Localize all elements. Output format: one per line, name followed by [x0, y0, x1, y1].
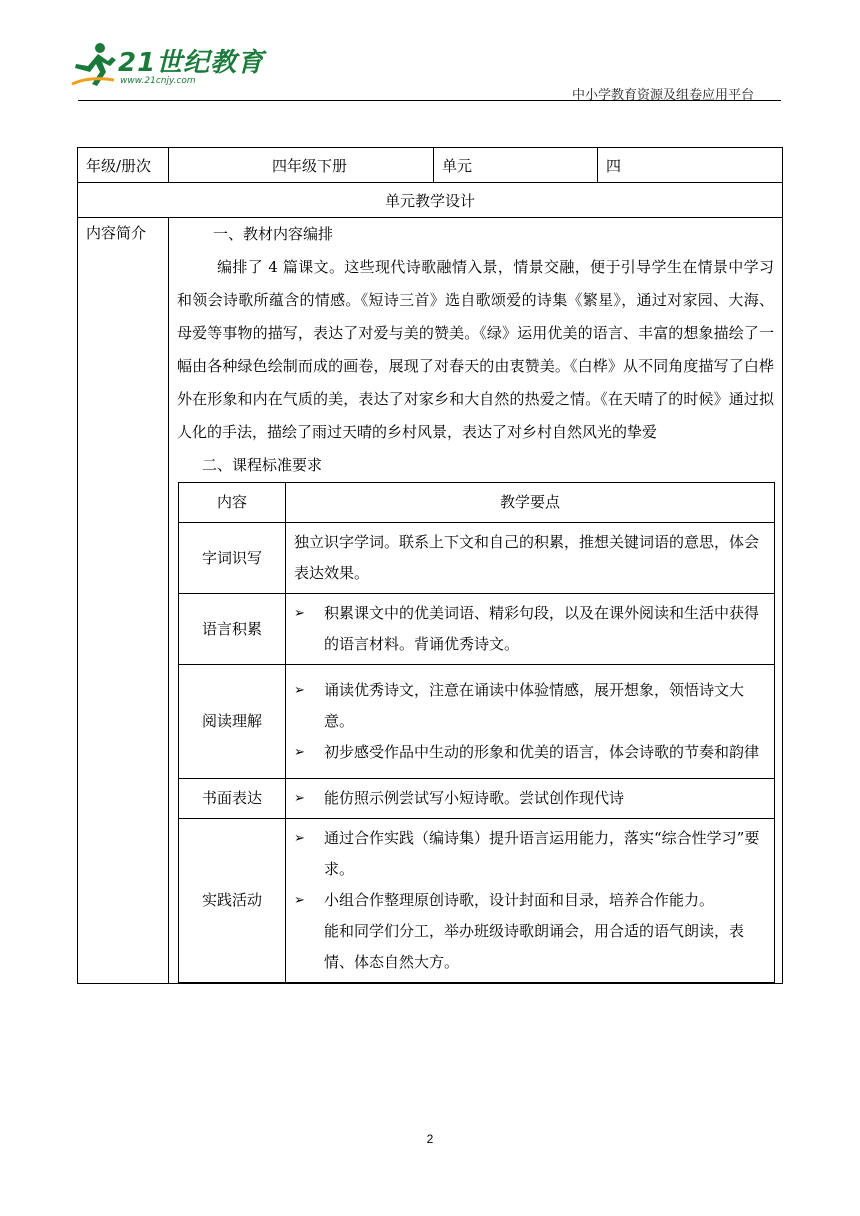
row-label: 字词识写: [179, 523, 286, 594]
runner-logo-icon: [70, 40, 120, 90]
standards-header-row: [179, 483, 775, 523]
unit-label: 单元: [434, 148, 598, 183]
row-points: [286, 819, 775, 983]
intro-content: [169, 218, 783, 984]
bullet-item: ➢ 小组合作整理原创诗歌，设计封面和目录，培养合作能力。: [294, 885, 766, 916]
col-points-header: 教学要点: [286, 483, 775, 523]
arrow-bullet-icon: ➢: [294, 831, 305, 846]
bullet-item: ➢ 初步感受作品中生动的形象和优美的语言，体会诗歌的节奏和韵律: [294, 737, 766, 768]
unit-design-table: [77, 147, 783, 984]
design-title-row: [78, 183, 783, 218]
intro-row: [78, 218, 783, 984]
arrow-bullet-icon: ➢: [294, 893, 305, 908]
section2-heading: 二、课程标准要求: [202, 456, 323, 474]
standards-table: [178, 482, 775, 983]
row-label: 语言积累: [179, 594, 286, 665]
arrow-bullet-icon: ➢: [294, 791, 305, 806]
row-text: 独立识字学词。联系上下文和自己的积累，推想关键词语的意思，体会表达效果。: [286, 523, 775, 594]
table-row: [179, 594, 775, 665]
arrow-bullet-icon: ➢: [294, 683, 305, 698]
row-points: [286, 594, 775, 665]
row-label: 实践活动: [179, 819, 286, 983]
bullet-item: ➢ 通过合作实践（编诗集）提升语言运用能力，落实“综合性学习”要求。: [294, 823, 766, 885]
col-content-header: 内容: [179, 483, 286, 523]
arrow-bullet-icon: ➢: [294, 606, 305, 621]
row-label: 阅读理解: [179, 665, 286, 779]
grade-row: [78, 148, 783, 183]
arrow-bullet-icon: ➢: [294, 745, 305, 760]
bullet-item: ➢ 积累课文中的优美词语、精彩句段，以及在课外阅读和生活中获得的语言材料。背诵优秀诗文。: [294, 598, 766, 660]
header-divider: [78, 100, 781, 101]
intro-label: 内容简介: [78, 218, 169, 984]
page-number: 2: [426, 1132, 434, 1146]
grade-value: 四年级下册: [169, 148, 434, 183]
logo-text: 21世纪教育: [118, 48, 265, 78]
unit-value: 四: [598, 148, 783, 183]
row-points: [286, 665, 775, 779]
bullet-item: ➢ 诵读优秀诗文，注意在诵读中体验情感，展开想象，领悟诗文大意。: [294, 675, 766, 737]
design-title: 单元教学设计: [78, 183, 783, 218]
page-header: [0, 0, 860, 110]
table-row: [179, 819, 775, 983]
row-label: 书面表达: [179, 779, 286, 819]
table-row: [179, 523, 775, 594]
grade-label: 年级/册次: [78, 148, 169, 183]
logo-url: www.21cnjy.com: [120, 76, 196, 86]
section1-body: 编排了 4 篇课文。这些现代诗歌融情入景，情景交融，便于引导学生在情景中学习和领会诗歌所蕴含的情感。《短诗三首》选自歌颂爱的诗集《繁星》，通过对家园、大海、母爱等事物的描写，表达了对爱与美的赞美。《绿》运用优美的语言、丰富的想象描绘了一幅由各种绿色绘制而成的画卷，展现了对春天的由衷赞美。《白桦》从不同角度描写了白桦外在形象和内在气质的美，表达了对家乡和大自然的热爱之情。《在天晴了的时候》通过拟人化的手法，描绘了雨过天晴的乡村风景，表达了对乡村自然风光的挚爱: [177, 258, 775, 441]
logo: [70, 40, 265, 100]
platform-title: 中小学教育资源及组卷应用平台: [571, 88, 754, 103]
bullet-continuation: 能和同学们分工，举办班级诗歌朗诵会，用合适的语气朗读，表情、体态自然大方。: [324, 922, 745, 971]
table-row: [179, 779, 775, 819]
bullet-item: ➢ 能仿照示例尝试写小短诗歌。尝试创作现代诗: [294, 783, 766, 814]
table-row: [179, 665, 775, 779]
row-points: [286, 779, 775, 819]
section1-heading: 一、教材内容编排: [213, 225, 334, 243]
